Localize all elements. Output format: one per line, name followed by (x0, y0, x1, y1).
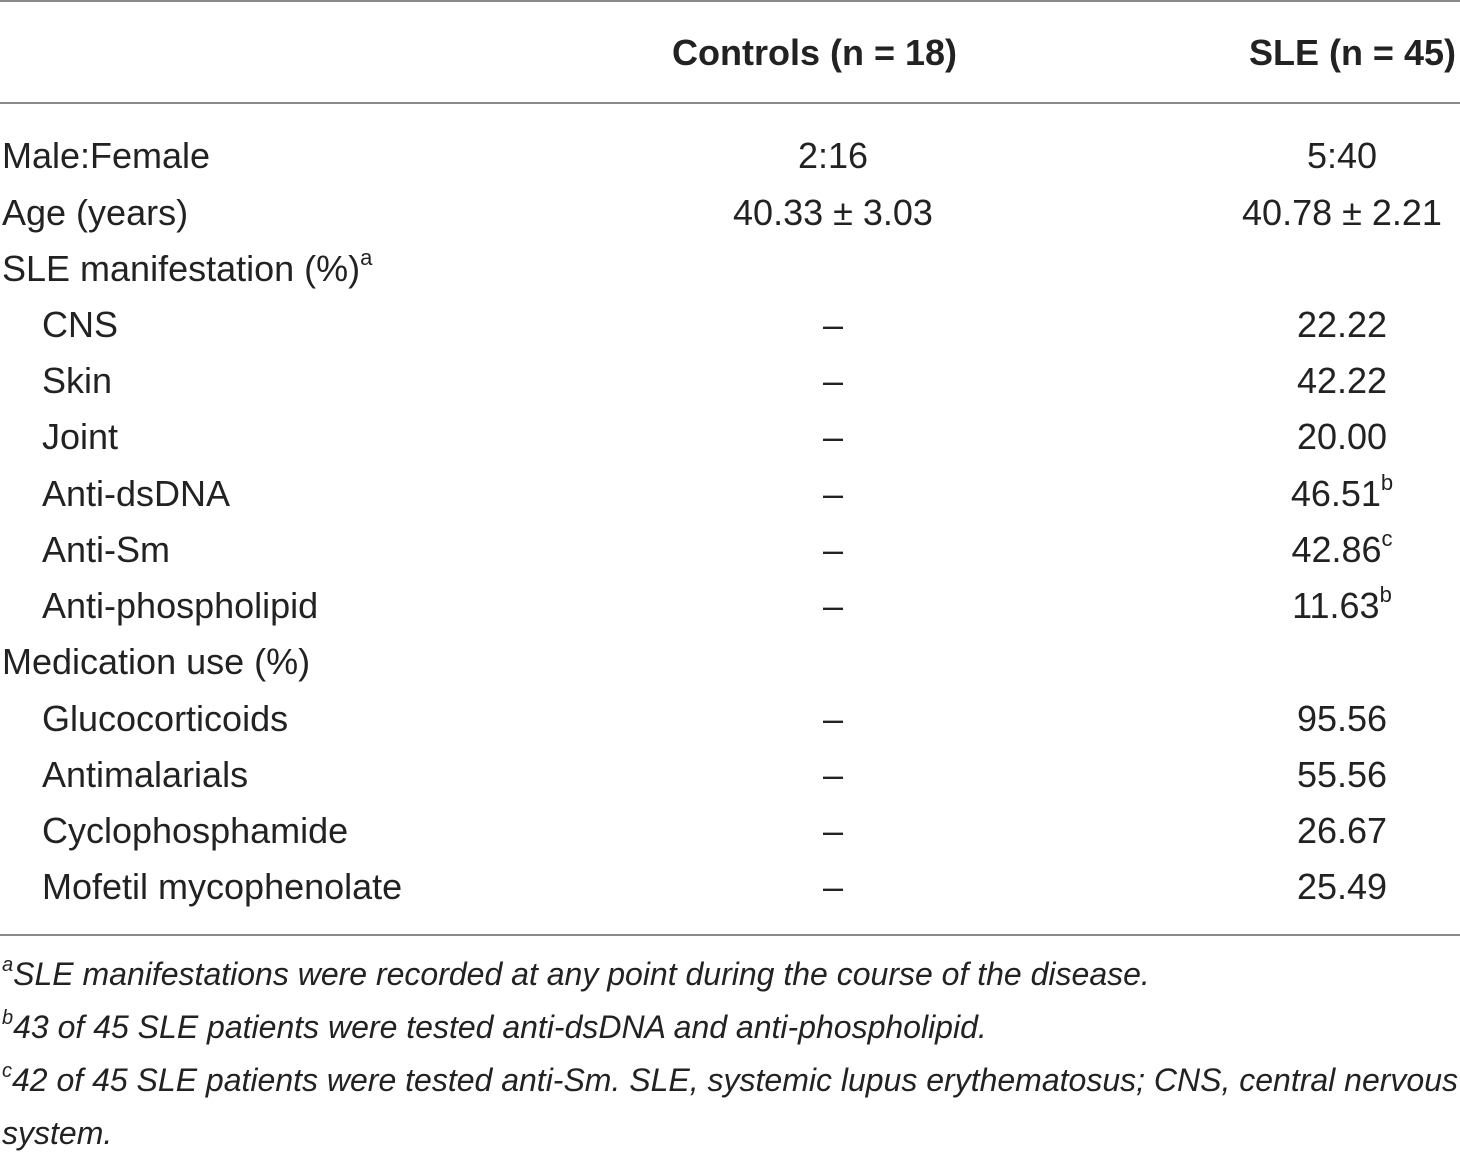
row-label: Anti-phospholipid (42, 585, 319, 626)
table-row (0, 578, 1460, 634)
sle-value: 40.78 ± 2.21 (1242, 192, 1442, 233)
table-row (0, 128, 1460, 184)
footnote-marker: b (1379, 582, 1392, 607)
table-section-row (0, 634, 1460, 690)
column-header-sle: SLE (n = 45) (1248, 32, 1456, 73)
controls-value: – (822, 698, 844, 739)
row-label: Joint (42, 416, 119, 457)
table-row (0, 466, 1460, 522)
table-footnotes (2, 948, 1458, 1160)
table-row (0, 409, 1460, 465)
row-label: CNS (42, 304, 119, 345)
row-label: Glucocorticoids (42, 698, 289, 739)
footnote-text: 43 of 45 SLE patients were tested anti-dsDNA and anti-phospholipid. (13, 1009, 987, 1045)
sle-value: 26.67 (1296, 810, 1388, 851)
sle-value: 25.49 (1296, 866, 1388, 907)
table-top-rule (0, 0, 1460, 2)
footnote-marker: b (2, 1007, 14, 1029)
controls-value: – (822, 585, 844, 626)
sle-value: 95.56 (1296, 698, 1388, 739)
section-label (2, 241, 372, 297)
table-section-row (0, 241, 1460, 297)
controls-value: – (822, 416, 844, 457)
table-row (0, 691, 1460, 747)
table-row (0, 859, 1460, 915)
sle-value: 5:40 (1306, 135, 1378, 176)
controls-value: 2:16 (797, 135, 869, 176)
sle-value-cell (1226, 578, 1458, 634)
controls-value: – (822, 473, 844, 514)
sle-value: 42.22 (1296, 360, 1388, 401)
row-label: Male:Female (2, 135, 211, 176)
row-label: Antimalarials (42, 754, 249, 795)
section-label-text: SLE manifestation (%) (2, 248, 361, 289)
controls-value: – (822, 866, 844, 907)
footnote-marker: a (2, 954, 14, 976)
footnote (2, 1001, 1458, 1054)
controls-value: 40.33 ± 3.03 (733, 192, 933, 233)
table-row (0, 747, 1460, 803)
sle-value: 11.63 (1292, 585, 1380, 626)
footnote-text: 42 of 45 SLE patients were tested anti-Sm. SLE, systemic lupus erythematosus; CNS, central nervous system. (2, 1062, 1459, 1151)
table-row (0, 353, 1460, 409)
section-label: Medication use (%) (2, 641, 311, 682)
controls-value: – (822, 304, 844, 345)
footnote (2, 1054, 1458, 1160)
footnote-marker: c (1381, 526, 1393, 551)
row-label: Anti-Sm (42, 529, 171, 570)
table-row (0, 522, 1460, 578)
footnote-marker: b (1380, 470, 1394, 495)
controls-value: – (822, 810, 844, 851)
sle-value: 55.56 (1296, 754, 1388, 795)
table-row (0, 297, 1460, 353)
column-header-controls: Controls (n = 18) (672, 32, 958, 73)
row-label: Mofetil mycophenolate (42, 866, 403, 907)
table-bottom-rule (0, 934, 1460, 936)
sle-value: 46.51 (1290, 473, 1381, 514)
controls-value: – (822, 754, 844, 795)
sle-value: 42.86 (1291, 529, 1382, 570)
footnote (2, 948, 1458, 1001)
footnote-marker: c (2, 1060, 12, 1082)
sle-value-cell (1226, 522, 1458, 578)
row-label: Age (years) (2, 192, 189, 233)
sle-value-cell (1226, 466, 1458, 522)
row-label: Skin (42, 360, 113, 401)
header-rule (0, 102, 1460, 104)
sle-value: 22.22 (1296, 304, 1388, 345)
controls-value: – (822, 529, 844, 570)
table-row (0, 185, 1460, 241)
controls-value: – (822, 360, 844, 401)
sle-value: 20.00 (1296, 416, 1388, 457)
table-row (0, 803, 1460, 859)
footnote-marker: a (360, 245, 373, 270)
row-label: Cyclophosphamide (42, 810, 349, 851)
footnote-text: SLE manifestations were recorded at any point during the course of the disease. (13, 956, 1150, 992)
row-label: Anti-dsDNA (42, 473, 231, 514)
